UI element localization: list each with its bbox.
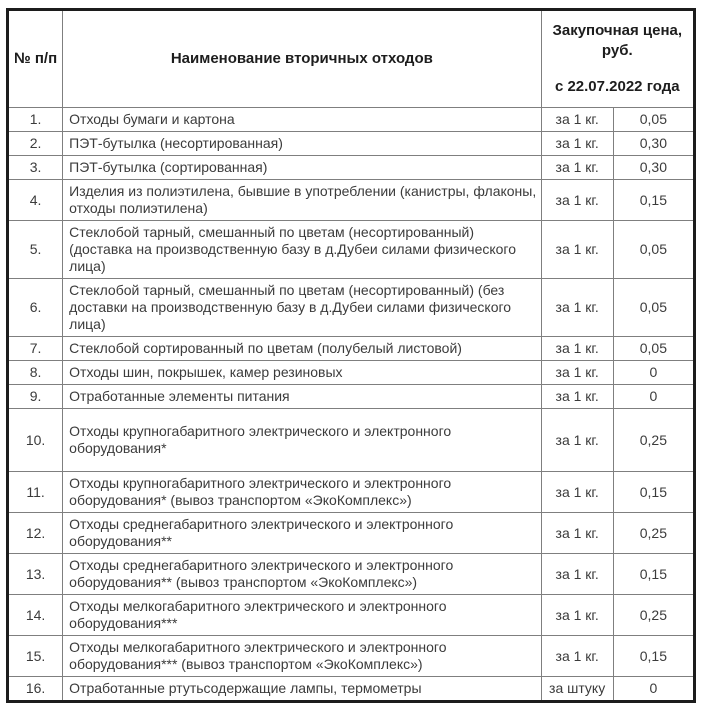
- price-cell: 0: [613, 361, 694, 385]
- price-cell: 0: [613, 385, 694, 409]
- price-cell: 0: [613, 677, 694, 702]
- row-number-cell: 13.: [8, 554, 63, 595]
- waste-price-table: [6, 8, 696, 703]
- unit-cell: за 1 кг.: [541, 513, 613, 554]
- waste-name-cell: ПЭТ-бутылка (сортированная): [63, 156, 541, 180]
- waste-name-cell: Отходы среднегабаритного электрического и электронного оборудования** (вывоз транспортом «ЭкоКомплекс»): [63, 554, 541, 595]
- waste-name-cell: Отходы бумаги и картона: [63, 108, 541, 132]
- unit-cell: за 1 кг.: [541, 554, 613, 595]
- row-number-cell: 11.: [8, 472, 63, 513]
- row-number-cell: 7.: [8, 337, 63, 361]
- unit-cell: за 1 кг.: [541, 472, 613, 513]
- price-cell: 0,25: [613, 595, 694, 636]
- row-number-cell: 8.: [8, 361, 63, 385]
- table-row: [8, 595, 695, 636]
- table-row: [8, 513, 695, 554]
- unit-cell: за 1 кг.: [541, 385, 613, 409]
- table-row: [8, 337, 695, 361]
- unit-cell: за 1 кг.: [541, 337, 613, 361]
- row-number-cell: 10.: [8, 409, 63, 472]
- waste-name-cell: Отходы мелкогабаритного электрического и электронного оборудования***: [63, 595, 541, 636]
- row-number-cell: 2.: [8, 132, 63, 156]
- unit-cell: за 1 кг.: [541, 132, 613, 156]
- row-number-cell: 14.: [8, 595, 63, 636]
- row-number-cell: 12.: [8, 513, 63, 554]
- price-cell: 0,05: [613, 221, 694, 279]
- header-row-number: № п/п: [8, 10, 63, 108]
- unit-cell: за штуку: [541, 677, 613, 702]
- unit-cell: за 1 кг.: [541, 156, 613, 180]
- price-cell: 0,15: [613, 180, 694, 221]
- waste-name-cell: Отходы крупногабаритного электрического и электронного оборудования*: [63, 409, 541, 472]
- row-number-cell: 3.: [8, 156, 63, 180]
- table-row: [8, 132, 695, 156]
- price-cell: 0,15: [613, 472, 694, 513]
- table-row: [8, 180, 695, 221]
- waste-name-cell: ПЭТ-бутылка (несортированная): [63, 132, 541, 156]
- waste-name-cell: Стеклобой тарный, смешанный по цветам (несортированный) (без доставки на производственную базу в д.Дубеи силами физического лица): [63, 279, 541, 337]
- table-body: [8, 108, 695, 702]
- row-number-cell: 1.: [8, 108, 63, 132]
- waste-name-cell: Стеклобой тарный, смешанный по цветам (несортированный) (доставка на производственную базу в д.Дубеи силами физического лица): [63, 221, 541, 279]
- waste-name-cell: Изделия из полиэтилена, бывшие в употреблении (канистры, флаконы, отходы полиэтилена): [63, 180, 541, 221]
- header-purchase-price: [541, 10, 694, 108]
- unit-cell: за 1 кг.: [541, 409, 613, 472]
- table-header-row: [8, 10, 695, 108]
- price-cell: 0,05: [613, 337, 694, 361]
- row-number-cell: 5.: [8, 221, 63, 279]
- waste-name-cell: Отходы крупногабаритного электрического и электронного оборудования* (вывоз транспортом «ЭкоКомплекс»): [63, 472, 541, 513]
- table-row: [8, 636, 695, 677]
- table-row: [8, 108, 695, 132]
- unit-cell: за 1 кг.: [541, 221, 613, 279]
- table-row: [8, 156, 695, 180]
- price-cell: 0,05: [613, 108, 694, 132]
- waste-name-cell: Отработанные элементы питания: [63, 385, 541, 409]
- price-cell: 0,15: [613, 554, 694, 595]
- table-row: [8, 554, 695, 595]
- unit-cell: за 1 кг.: [541, 180, 613, 221]
- header-price-title: Закупочная цена, руб.: [552, 22, 683, 59]
- price-cell: 0,15: [613, 636, 694, 677]
- price-cell: 0,25: [613, 409, 694, 472]
- unit-cell: за 1 кг.: [541, 595, 613, 636]
- waste-name-cell: Отходы шин, покрышек, камер резиновых: [63, 361, 541, 385]
- row-number-cell: 16.: [8, 677, 63, 702]
- waste-name-cell: Стеклобой сортированный по цветам (полубелый листовой): [63, 337, 541, 361]
- table-row: [8, 221, 695, 279]
- price-cell: 0,30: [613, 156, 694, 180]
- unit-cell: за 1 кг.: [541, 108, 613, 132]
- unit-cell: за 1 кг.: [541, 636, 613, 677]
- price-cell: 0,30: [613, 132, 694, 156]
- header-price-effective-date: с 22.07.2022 года: [554, 78, 680, 95]
- table-row: [8, 409, 695, 472]
- waste-name-cell: Отработанные ртутьсодержащие лампы, термометры: [63, 677, 541, 702]
- waste-name-cell: Отходы среднегабаритного электрического и электронного оборудования**: [63, 513, 541, 554]
- price-cell: 0,25: [613, 513, 694, 554]
- row-number-cell: 9.: [8, 385, 63, 409]
- unit-cell: за 1 кг.: [541, 361, 613, 385]
- price-cell: 0,05: [613, 279, 694, 337]
- unit-cell: за 1 кг.: [541, 279, 613, 337]
- waste-name-cell: Отходы мелкогабаритного электрического и электронного оборудования*** (вывоз транспортом «ЭкоКомплекс»): [63, 636, 541, 677]
- table-row: [8, 385, 695, 409]
- table-row: [8, 361, 695, 385]
- row-number-cell: 6.: [8, 279, 63, 337]
- table-row: [8, 279, 695, 337]
- table-row: [8, 472, 695, 513]
- row-number-cell: 15.: [8, 636, 63, 677]
- header-waste-name: Наименование вторичных отходов: [63, 10, 541, 108]
- row-number-cell: 4.: [8, 180, 63, 221]
- table-row: [8, 677, 695, 702]
